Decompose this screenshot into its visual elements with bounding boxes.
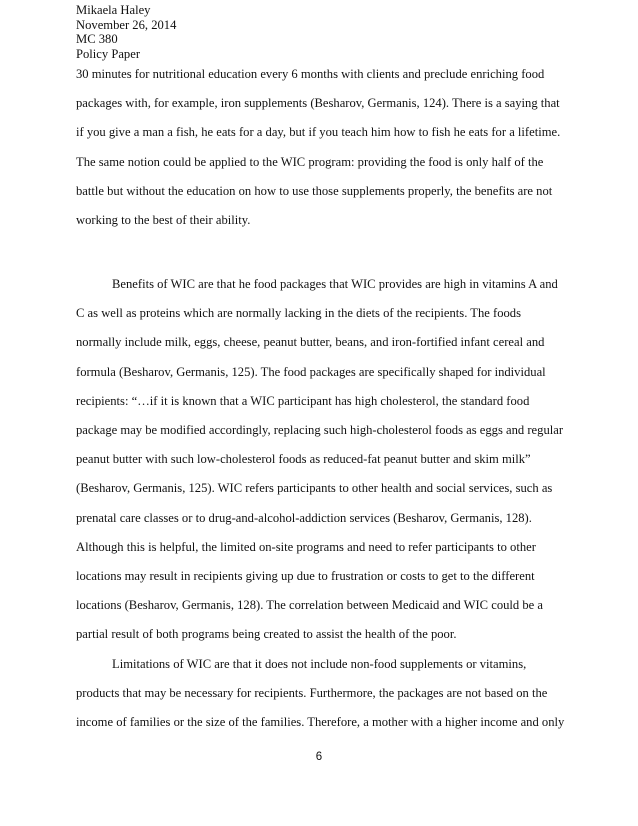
text-line: 30 minutes for nutritional education every 6 months with clients and preclude enriching food (76, 67, 545, 81)
paragraph-benefits (76, 277, 564, 656)
text-line: if you give a man a fish, he eats for a day, but if you teach him how to fish he eats for a lifetime. (76, 125, 561, 140)
text-line: The same notion could be applied to the WIC program: providing the food is only half of the (76, 154, 544, 169)
text-line: locations may result in recipients giving up due to frustration or costs to get to the different (76, 568, 535, 583)
text-line: income of families or the size of the families. Therefore, a mother with a higher income and only (76, 715, 565, 730)
text-line: prenatal care classes or to drug-and-alcohol-addiction services (Besharov, Germanis, 128). (76, 510, 532, 525)
text-line: Limitations of WIC are that it does not include non-food supplements or vitamins, (112, 657, 527, 671)
text-line: packages with, for example, iron supplements (Besharov, Germanis, 124). There is a saying that (76, 96, 560, 111)
text-line: C as well as proteins which are normally lacking in the diets of the recipients. The foods (76, 306, 521, 321)
text-line: normally include milk, eggs, cheese, peanut butter, beans, and iron-fortified infant cereal and (76, 335, 545, 350)
paper-header (76, 3, 176, 61)
text-line: formula (Besharov, Germanis, 125). The food packages are specifically shaped for individual (76, 364, 546, 379)
text-line: Although this is helpful, the limited on-site programs and need to refer participants to other (76, 539, 536, 554)
text-line: package may be modified accordingly, replacing such high-cholesterol foods as eggs and regular (76, 422, 564, 437)
text-line: Benefits of WIC are that he food packages that WIC provides are high in vitamins A and (112, 277, 558, 291)
text-line: peanut butter with such low-cholesterol foods as reduced-fat peanut butter and skim milk” (76, 452, 531, 467)
text-line: locations (Besharov, Germanis, 128). The correlation between Medicaid and WIC could be a (76, 598, 543, 613)
document-type: Policy Paper (76, 46, 141, 61)
text-line: products that may be necessary for recipients. Furthermore, the packages are not based on the (76, 686, 548, 701)
text-line: battle but without the education on how to use those supplements properly, the benefits are not (76, 183, 553, 198)
paper-date: November 26, 2014 (76, 17, 177, 32)
page-number: 6 (315, 751, 323, 763)
text-line: (Besharov, Germanis, 125). WIC refers participants to other health and social services, such as (76, 481, 553, 496)
text-line: recipients: “…if it is known that a WIC participant has high cholesterol, the standard food (76, 393, 530, 408)
text-line: working to the best of their ability. (76, 212, 251, 227)
paragraph-limitations (76, 657, 564, 745)
course-code: MC 380 (76, 32, 118, 47)
text-line: partial result of both programs being created to assist the health of the poor. (76, 627, 457, 642)
author-name: Mikaela Haley (76, 3, 151, 17)
paragraph-continuation (76, 67, 564, 242)
